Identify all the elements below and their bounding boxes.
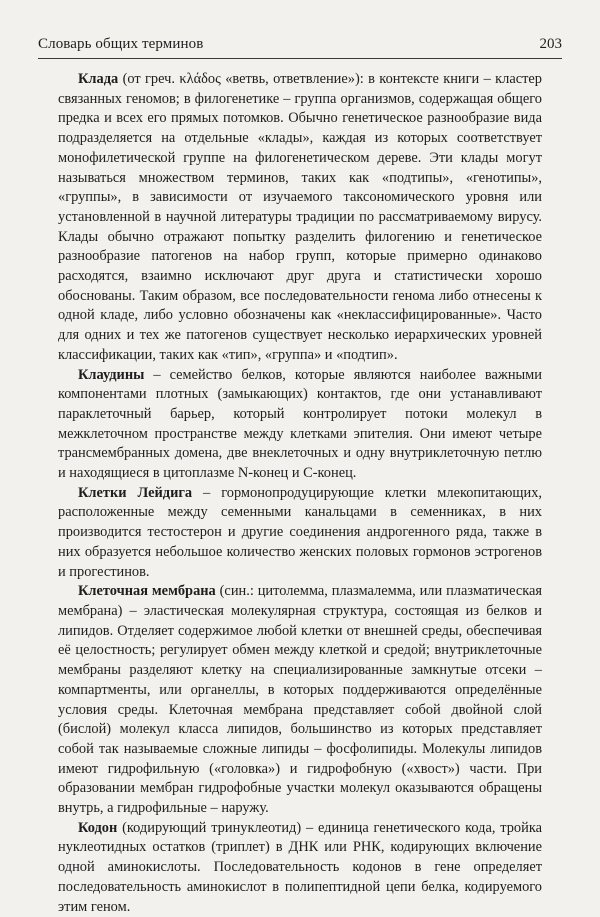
entry-term: Клетки Лейдига <box>78 484 193 501</box>
entry-term: Клада <box>78 71 119 87</box>
entry-term: Кодон <box>78 819 118 836</box>
glossary-entry-clade <box>58 70 542 366</box>
entry-definition: (кодирующий тринуклеотид) – единица генетического кода, тройка нуклеотидных остатков (триплет) в ДНК или РНК, кодирующих включение одной аминокислоты. Последовательность кодонов в гене определяет последовательность аминокислот в полипептидной цепи белка, кодируемого этим геном. <box>58 819 542 915</box>
entry-definition: – семейство белков, которые являются наиболее важными компонентами плотных (замыкающих) контактов, где они устанавливают параклеточный барьер, который контролирует потоки молекул в межклеточном пространстве между клетками эпителия. Они имеют четыре трансмембранных домена, две внеклеточных и одну внутриклеточную петлю и находящиеся в цитоплазме N-конец и C-конец. <box>58 366 542 482</box>
page-number: 203 <box>539 36 562 52</box>
running-title: Словарь общих терминов <box>38 36 204 52</box>
glossary-entry-codon <box>58 819 542 917</box>
entry-definition: (син.: цитолемма, плазмалемма, или плазматическая мембрана) – эластическая молекулярная структура, состоящая из белков и липидов. Отделяет содержимое любой клетки от внешней среды, обеспечивая её целостность; регулирует обмен между клеткой и средой; внутриклеточные мембраны разделяют клетку на специализированные замкнутые отсеки – компартменты, или органеллы, в которых поддерживаются определённые условия среды. Клеточная мембрана представляет собой двойной слой (бислой) молекул класса липидов, большинство из которых представляет собой так называемые сложные липиды – фосфолипиды. Молекулы липидов имеют гидрофильную («головка») и гидрофобную («хвост») части. При образовании мембран гидрофобные участки молекул оказываются обращены внутрь, а гидрофильные – наружу. <box>58 583 542 817</box>
entry-term: Клеточная мембрана <box>78 583 216 600</box>
glossary-entry-cell-membrane <box>58 582 542 818</box>
entry-definition: (от греч. κλάδος «ветвь, ответвление»): в контексте книги – кластер связанных геномов; в филогенетике – группа организмов, содержащая общего предка и всех его прямых потомков. Обычно генетическое разнообразие вида подразделяется на отдельные «клады», каждая из которых соответствует монофилетической группе на филогенетическом дереве. Эти клады могут называться множеством терминов, таких как «подтипы», «генотипы», «группы», в зависимости от изучаемого таксономического уровня или установленной в научной литературы традиции по рассматриваемому вирусу. Клады обычно отражают попытку разделить филогению и генетическое разнообразие патогенов на набор групп, которые примерно одинаково расходятся, взаимно исключают друг друга и статистически хорошо обоснованы. Таким образом, все последовательности генома либо отнесены к одной кладе, либо условно обозначены как «неклассифицированные». Часто для одних и тех же патогенов существует несколько иерархических уровней классификации, таких как «тип», «группа» и «подтип». <box>58 71 542 363</box>
entry-term: Клаудины <box>78 366 145 383</box>
glossary-entry-leydig-cells <box>58 484 542 583</box>
running-header <box>38 36 562 59</box>
glossary-content <box>58 70 542 917</box>
entry-definition: – гормонопродуцирующие клетки млекопитающих, расположенные между семенными канальцами в семенниках, в них производится тестостерон и другие соединения андрогенного ряда, также в них образуется небольшое количество женских половых гормонов эстрогенов и прогестинов. <box>58 484 542 580</box>
glossary-entry-claudins <box>58 366 542 484</box>
